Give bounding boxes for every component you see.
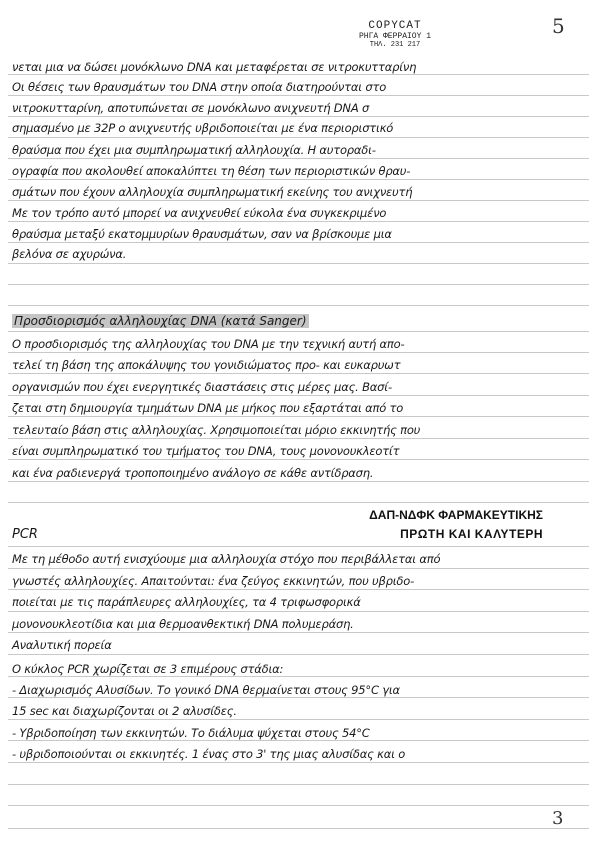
copyshop-stamp (320, 20, 470, 49)
text-line: θραύσμα που έχει μια συμπληρωματική αλληλουχία. Η αυτοραδι- (12, 143, 376, 157)
text-line: - υβριδοποιούνται οι εκκινητές. 1 ένας στο 3' της μιας αλυσίδας και ο (12, 747, 406, 761)
text-line: 15 sec και διαχωρίζονται οι 2 αλυσίδες. (12, 704, 237, 718)
ruled-line (8, 719, 589, 720)
ruled-line (8, 654, 589, 655)
ruled-line (8, 568, 589, 569)
ruled-line (8, 200, 589, 201)
highlighted-heading: Προσδιορισμός αλληλουχίας DNA (κατά Sanger) (14, 314, 307, 328)
text-line: νεται μια να δώσει μονόκλωνο DNA και μεταφέρεται σε νιτροκυτταρίνη (12, 60, 417, 74)
ruled-line (8, 784, 589, 785)
text-line: Οι θέσεις των θραυσμάτων του DNA στην οποία διατηρούνται στο (12, 80, 387, 94)
ruled-line (8, 416, 589, 417)
ruled-line (8, 74, 589, 75)
text-line: και ένα ραδιενεργά τροποποιημένο ανάλογο σε κάθε αντίδραση. (12, 466, 374, 480)
stamp-brand: COPYCAT (368, 20, 422, 32)
text-line: βελόνα σε αχυρώνα. (12, 247, 127, 261)
text-line: ποιείται με τις παράπλευρες αλληλουχίες, τα 4 τριφωσφορικά (12, 595, 361, 609)
ruled-line (8, 221, 589, 222)
ruled-line (8, 546, 589, 547)
text-line: τελεί τη βάση της αποκάλυψης του γονιδιώματος προ- και ευκαρυωτ (12, 358, 401, 372)
ruled-line (8, 305, 589, 306)
ruled-line (8, 137, 589, 138)
ruled-line (8, 828, 589, 829)
ruled-line (8, 762, 589, 763)
text-line: είναι συμπληρωματικό του τμήματος του DNA, τους μονονουκλεοτίτ (12, 444, 400, 458)
ruled-line (8, 116, 589, 117)
banner-line-2: ΠΡΩΤΗ ΚΑΙ ΚΑΛΥΤΕΡΗ (400, 527, 543, 541)
text-line: Ο προσδιορισμός της αλληλουχίας του DNA με την τεχνική αυτή απο- (12, 337, 405, 351)
text-line: γνωστές αλληλουχίες. Απαιτούνται: ένα ζεύγος εκκινητών, που υβριδο- (12, 574, 415, 588)
section-heading (12, 314, 309, 328)
text-line: τελευταίο βάση στις αλληλουχίας. Χρησιμοποιείται μόριο εκκινητής που (12, 423, 421, 437)
subheading-line: Αναλυτική πορεία (12, 638, 112, 652)
text-line: - Υβριδοποίηση των εκκινητών. Το διάλυμα ψύχεται στους 54°C (12, 726, 370, 740)
ruled-line (8, 676, 589, 677)
ruled-line (8, 805, 589, 806)
text-line: θραύσμα μεταξύ εκατομμυρίων θραυσμάτων, σαν να βρίσκουμε μια (12, 227, 392, 241)
ruled-line (8, 481, 589, 482)
ruled-line (8, 242, 589, 243)
page-number-top: 5 (552, 14, 565, 38)
ruled-line (8, 697, 589, 698)
ruled-line (8, 331, 589, 332)
ruled-line (8, 352, 589, 353)
ruled-line (8, 95, 589, 96)
text-line: - Διαχωρισμός Αλυσίδων. Το γονικό DNA θερμαίνεται στους 95°C για (12, 683, 400, 697)
section-heading-pcr: PCR (12, 527, 38, 542)
ruled-line (8, 263, 589, 264)
ruled-line (8, 589, 589, 590)
text-line: Με τον τρόπο αυτό μπορεί να ανιχνευθεί εύκολα ένα συγκεκριμένο (12, 206, 387, 220)
text-line: Με τη μέθοδο αυτή ενισχύουμε μια αλληλουχία στόχο που περιβάλλεται από (12, 552, 441, 566)
ruled-line (8, 502, 589, 503)
ruled-line (8, 284, 589, 285)
text-line: μονονουκλεοτίδια και μια θερμοανθεκτική DNA πολυμεράση. (12, 617, 354, 631)
text-line: ογραφία που ακολουθεί αποκαλύπτει τη θέση των περιοριστικών θραυ- (12, 164, 411, 178)
banner-line-1: ΔΑΠ-ΝΔΦΚ ΦΑΡΜΑΚΕΥΤΙΚΗΣ (369, 508, 543, 522)
page-number-bottom: 3 (552, 808, 564, 829)
text-line: οργανισμών που έχει ενεργητικές διαστάσεις στις μέρες μας. Βασί- (12, 380, 392, 394)
ruled-line (8, 611, 589, 612)
ruled-line (8, 740, 589, 741)
text-line: σμάτων που έχουν αλληλουχία συμπληρωματική εκείνης του ανιχνευτή (12, 185, 413, 199)
text-line: Ο κύκλος PCR χωρίζεται σε 3 επιμέρους στάδια: (12, 662, 284, 676)
stamp-address: ΡΗΓΑ ΦΕΡΡΑΙΟΥ 1 (358, 32, 431, 41)
text-line: νιτροκυτταρίνη, αποτυπώνεται σε μονόκλωνο ανιχνευτή DNA σ (12, 101, 370, 115)
stamp-phone: ΤΗΛ. 231 217 (369, 41, 421, 49)
ruled-line (8, 179, 589, 180)
text-line: σημασμένο με 32P ο ανιχνευτής υβριδοποιείται με ένα περιοριστικό (12, 121, 394, 135)
ruled-line (8, 395, 589, 396)
ruled-line (8, 438, 589, 439)
ruled-line (8, 632, 589, 633)
ruled-line (8, 459, 589, 460)
text-line: ζεται στη δημιουργία τμημάτων DNA με μήκος που εξαρτάται από το (12, 401, 404, 415)
ruled-line (8, 373, 589, 374)
ruled-line (8, 158, 589, 159)
